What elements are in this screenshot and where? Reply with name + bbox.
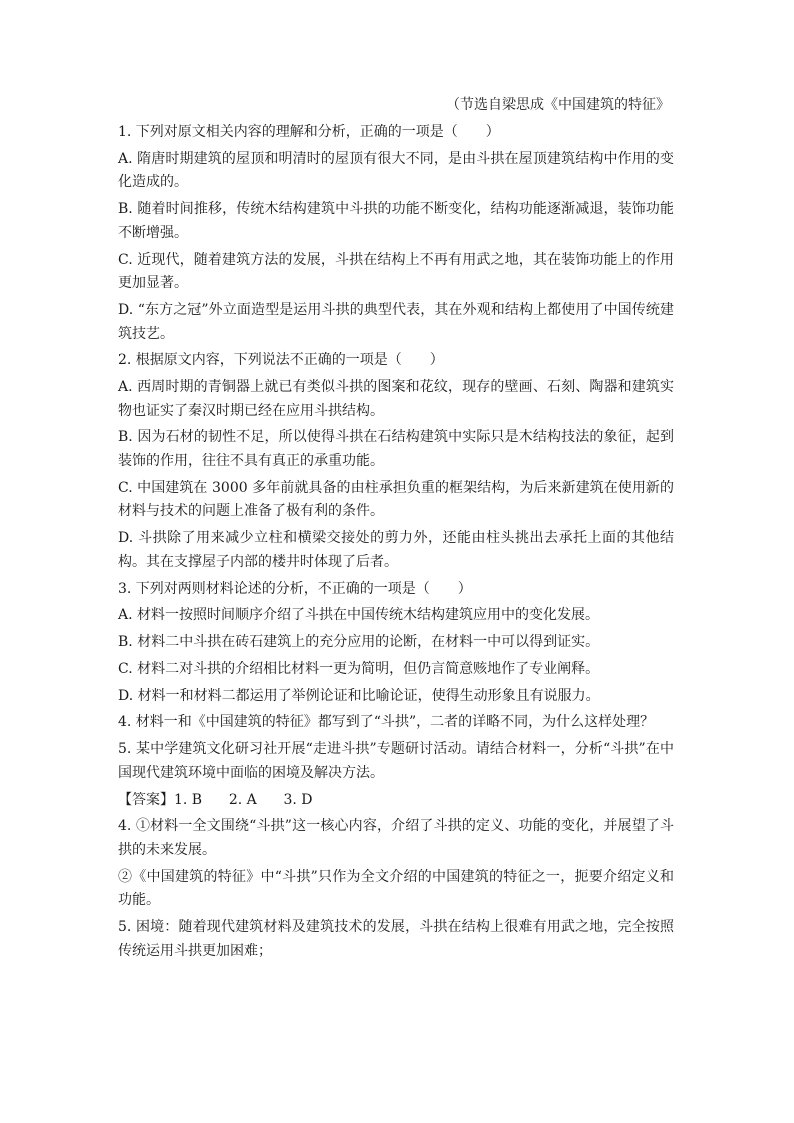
question-3-option-b: B. 材料二中斗拱在砖石建筑上的充分应用的论断，在材料一中可以得到证实。 — [118, 634, 600, 651]
question-4-stem: 4. 材料一和《中国建筑的特征》都写到了“斗拱”，二者的详略不同，为什么这样处理？ — [118, 714, 655, 731]
answer-label: 【答案】 — [118, 791, 174, 808]
answer-4-part-2: ②《中国建筑的特征》中“斗拱”只作为全文介绍的中国建筑的特征之一，扼要介绍定义和功能。 — [118, 868, 674, 909]
answer-4-part-1: 4. ①材料一全文围绕“斗拱”这一核心内容，介绍了斗拱的定义、功能的变化，并展望了斗拱的未来发展。 — [118, 818, 674, 858]
question-2-option-d: D. 斗拱除了用来减少立柱和横梁交接处的剪力外，还能由柱头挑出去承托上面的其他结构。其在支撑屋子内部的楼井时体现了后者。 — [118, 530, 674, 570]
answer-item: 3. D — [283, 791, 313, 808]
question-3-option-d: D. 材料一和材料二都运用了举例论证和比喻论证，使得生动形象且有说服力。 — [118, 687, 600, 704]
question-1-option-d: D. “东方之冠”外立面造型是运用斗拱的典型代表，其在外观和结构上都使用了中国传统建筑技艺。 — [118, 301, 674, 342]
question-3-option-c: C. 材料二对斗拱的介绍相比材料一更为简明，但仍言简意赅地作了专业阐释。 — [118, 660, 600, 677]
answer-item: 2. A — [228, 791, 257, 808]
question-1-option-a: A. 隋唐时期建筑的屋顶和明清时的屋顶有很大不同，是由斗拱在屋顶建筑结构中作用的变化造成的。 — [118, 150, 674, 191]
answer-key — [118, 789, 674, 813]
source-citation: （节选自梁思成《中国建筑的特征》 — [446, 97, 670, 113]
document-body — [118, 93, 674, 967]
question-2-option-a: A. 西周时期的青铜器上就已有类似斗拱的图案和花纹，现存的壁画、石刻、陶器和建筑实物也证实了秦汉时期已经在应用斗拱结构。 — [118, 379, 674, 419]
question-1-option-b: B. 随着时间推移，传统木结构建筑中斗拱的功能不断变化，结构功能逐渐减退，装饰功能不断增强。 — [118, 201, 674, 241]
answer-item: 1. B — [174, 791, 203, 808]
question-2-option-c: C. 中国建筑在 3000 多年前就具备的由柱承担负重的框架结构，为后来新建筑在使用新的材料与技术的问题上准备了极有利的条件。 — [118, 479, 674, 520]
question-3-option-a: A. 材料一按照时间顺序介绍了斗拱在中国传统木结构建筑应用中的变化发展。 — [118, 607, 600, 624]
question-2-stem: 2. 根据原文内容，下列说法不正确的一项是（ ） — [118, 352, 444, 369]
question-list — [118, 121, 674, 785]
question-5-stem: 5. 某中学建筑文化研习社开展“走进斗拱”专题研讨活动。请结合材料一，分析“斗拱”在中国现代建筑环境中面临的困境及解决方法。 — [118, 741, 674, 781]
question-1-stem: 1. 下列对原文相关内容的理解和分析，正确的一项是（ ） — [118, 124, 500, 140]
question-2-option-b: B. 因为石材的韧性不足，所以使得斗拱在石结构建筑中实际只是木结构技法的象征，起到装饰的作用，往往不具有真正的承重功能。 — [118, 429, 674, 470]
answer-5: 5. 困境：随着现代建筑材料及建筑技术的发展，斗拱在结构上很难有用武之地，完全按照传统运用斗拱更加困难； — [118, 919, 674, 959]
question-1-option-c: C. 近现代，随着建筑方法的发展，斗拱在结构上不再有用武之地，其在装饰功能上的作用更加显著。 — [118, 251, 674, 292]
question-3-stem: 3. 下列对两则材料论述的分析，不正确的一项是（ ） — [118, 580, 472, 597]
